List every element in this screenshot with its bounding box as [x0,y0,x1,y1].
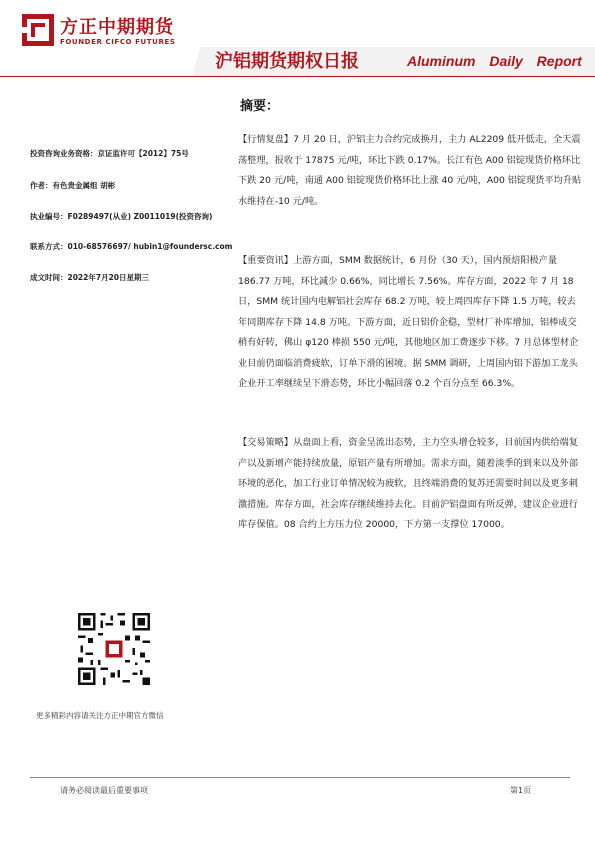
paragraph-tag: 【重要资讯】 [238,255,294,266]
summary-paragraph-news [238,251,583,395]
report-date: 成文时间：2022年7月20日星期三 [30,273,150,282]
summary-title: 摘要： [240,99,280,114]
paragraph-text: 上游方面，SMM 数据统计，6 月份（30 天），国内预焙阳极产量 186.77 万吨，环比减少 0.66%，同比增长 7.56%。库存方面，2022 年 7 月 18 日，SMM 统计国内电解铝社会库存 68.2 万吨，较上周四库存下降 1.5 万吨，较去年同期库存下降 14.8 万吨。下游方面，近日铝价企稳，型材厂补库增加，铝棒成交稍有好转，佛山 φ120 棒损 550 元/吨，其他地区加工费逐步下移。7 月总体型材企业目前仍面临消费疲软，订单下滑的困境。据 SMM 调研，上周国内铝下游加工龙头企业开工率继续呈下滑态势，环比小幅回落 0.2 个百分点至 66.3%。 [238,255,579,389]
report-title-en: Aluminum Daily Report [407,53,582,69]
company-name-en: FOUNDER CIFCO FUTURES [60,38,176,46]
qr-caption: 更多精彩内容请关注方正中期官方微信 [36,711,164,720]
paragraph-tag: 【交易策略】 [238,437,294,448]
paragraph-text: 从盘面上看，资金呈流出态势，主力空头增仓较多，目前国内供给端复产以及新增产能持续放量，原铝产量有所增加。需求方面，随着淡季的到来以及外部环境的恶化，加工行业订单情况较为疲软，且终端消费的复苏还需要时间以及更多刺激措施。库存方面，社会库存继续维持去化。目前沪铝盘面有所反弹，建议企业进行库存保值。08 合约上方压力位 20000，下方第一支撑位 17000。 [238,437,578,530]
paragraph-text: 7 月 20 日，沪铝主力合约完成换月，主力 AL2209 低开低走，全天震荡整理，报收于 17875 元/吨，环比下跌 0.17%。长江有色 A00 铝锭现货价格环比下跌 20 元/吨，南通 A00 铝锭现货价格环比上涨 40 元/吨，A00 铝锭现货平均升贴水维持在-10 元/吨。 [238,134,582,207]
author-info: 作者：有色贵金属组 胡彬 [30,181,116,190]
summary-paragraph-strategy [238,433,583,536]
founder-logo-icon [22,14,54,46]
footer-disclaimer: 请务必阅读最后重要事项 [60,786,148,795]
qualification-info: 投资咨询业务资格：京证监许可【2012】75号 [30,149,189,158]
qr-code-icon [78,613,150,685]
contact-info: 联系方式：010-68576697/ hubin1@foundersc.com [30,242,233,251]
page-number: 第1页 [510,786,532,795]
summary-paragraph-review [238,130,583,212]
license-info: 执业编号：F0289497(从业) Z0011019(投资咨询) [30,212,213,221]
footer-divider [30,777,570,778]
report-title-cn: 沪铝期货期权日报 [215,51,359,72]
company-name-cn: 方正中期期货 [60,17,174,38]
paragraph-tag: 【行情复盘】 [238,134,294,145]
